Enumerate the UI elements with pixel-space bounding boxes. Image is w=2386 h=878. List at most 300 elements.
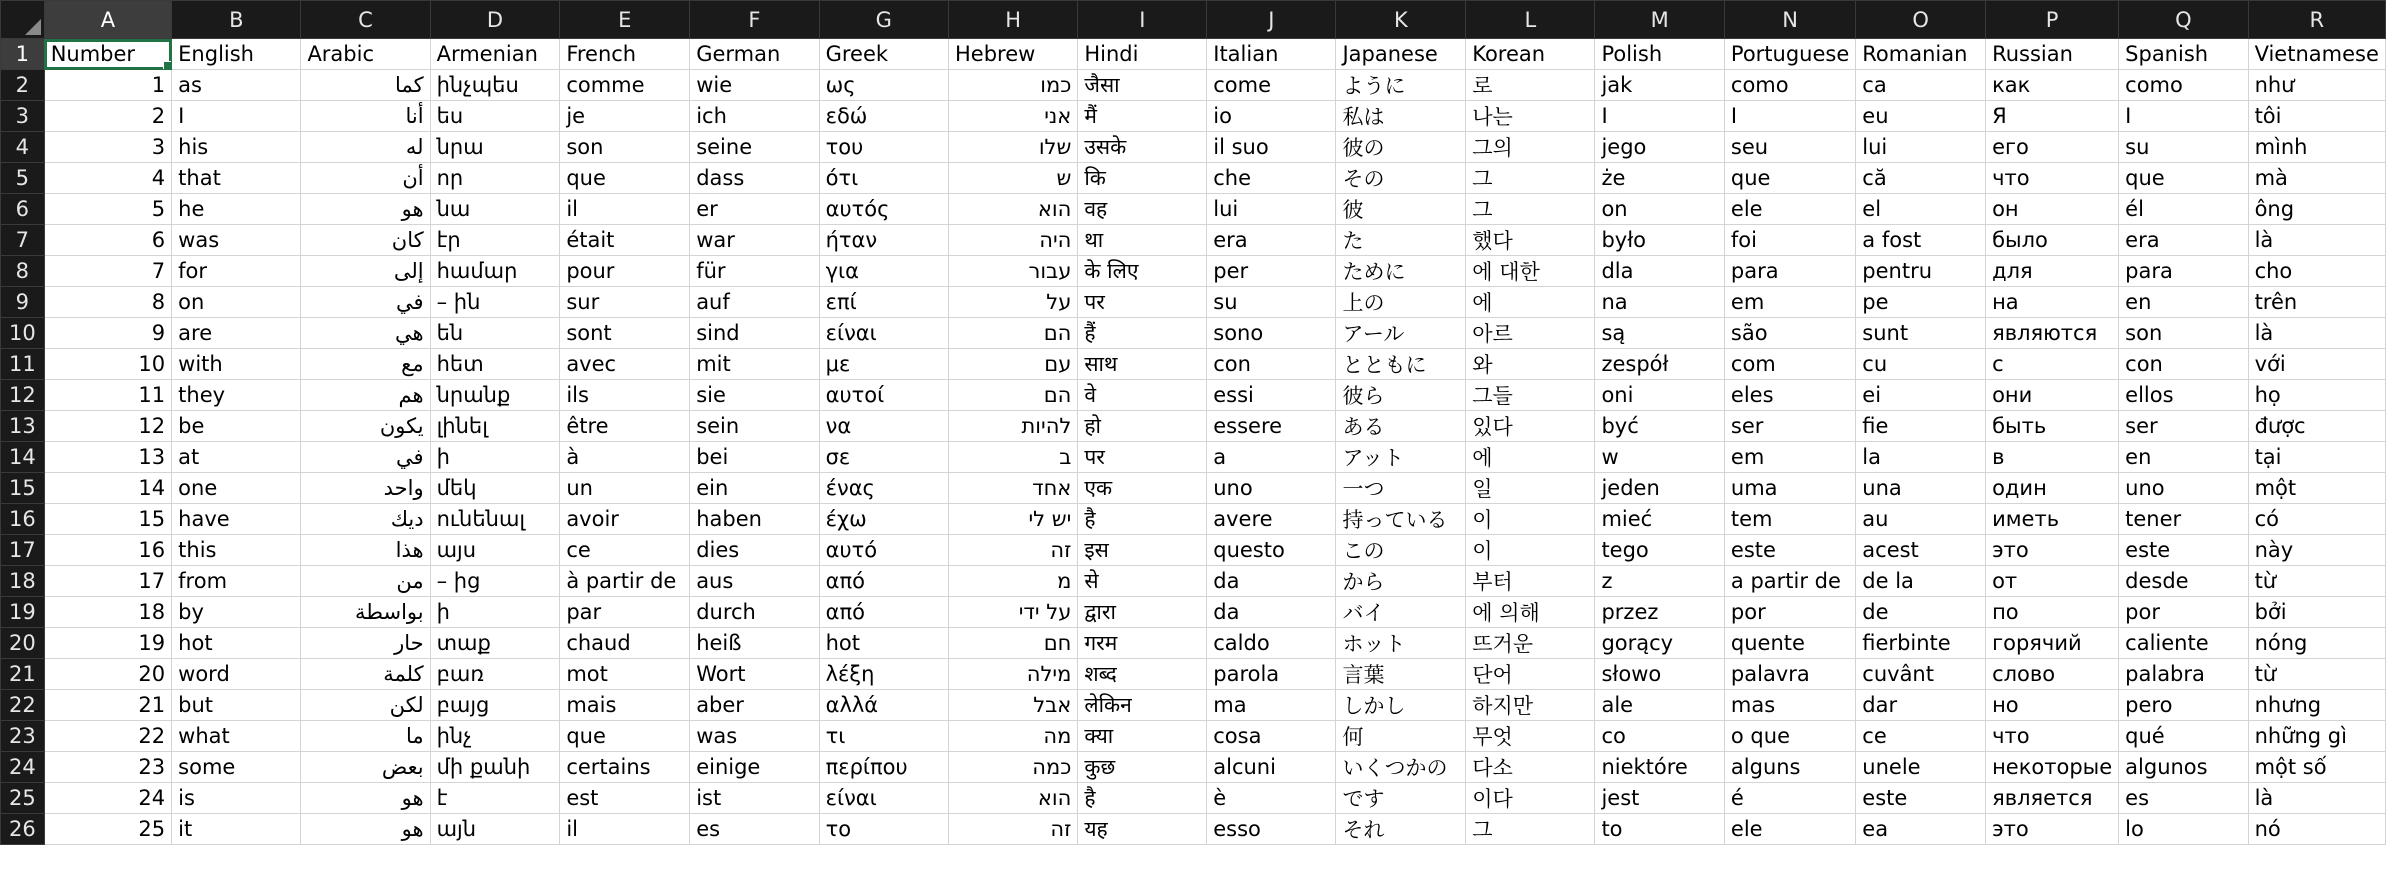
cell-r10[interactable]: là [2248,318,2385,349]
cell-m11[interactable]: zespół [1595,349,1724,380]
cell-j20[interactable]: caldo [1207,628,1336,659]
select-all-corner[interactable] [1,1,45,39]
cell-g3[interactable]: εδώ [819,101,948,132]
cell-f20[interactable]: heiß [690,628,819,659]
cell-e22[interactable]: mais [560,690,690,721]
cell-h17[interactable]: זה [949,535,1078,566]
column-header-i[interactable]: I [1078,1,1207,39]
cell-i14[interactable]: पर [1078,442,1207,473]
cell-q8[interactable]: para [2119,256,2248,287]
cell-d13[interactable]: լինել [430,411,560,442]
cell-a21[interactable]: 20 [44,659,171,690]
cell-i4[interactable]: उसके [1078,132,1207,163]
row-header-19[interactable]: 19 [1,597,45,628]
cell-g21[interactable]: λέξη [819,659,948,690]
cell-d11[interactable]: հետ [430,349,560,380]
cell-m20[interactable]: gorący [1595,628,1724,659]
cell-i8[interactable]: के लिए [1078,256,1207,287]
cell-i1[interactable]: Hindi [1078,39,1207,70]
cell-m19[interactable]: przez [1595,597,1724,628]
cell-c9[interactable]: في [301,287,430,318]
cell-m8[interactable]: dla [1595,256,1724,287]
cell-n12[interactable]: eles [1724,380,1855,411]
cell-b23[interactable]: what [172,721,301,752]
cell-p5[interactable]: что [1986,163,2119,194]
cell-r11[interactable]: với [2248,349,2385,380]
cell-b4[interactable]: his [172,132,301,163]
cell-o1[interactable]: Romanian [1856,39,1986,70]
cell-l8[interactable]: 에 대한 [1466,256,1595,287]
cell-r6[interactable]: ông [2248,194,2385,225]
cell-e9[interactable]: sur [560,287,690,318]
cell-b18[interactable]: from [172,566,301,597]
cell-l9[interactable]: 에 [1466,287,1595,318]
cell-q20[interactable]: caliente [2119,628,2248,659]
cell-e15[interactable]: un [560,473,690,504]
cell-q14[interactable]: en [2119,442,2248,473]
cell-b16[interactable]: have [172,504,301,535]
cell-k15[interactable]: 一つ [1336,473,1466,504]
cell-p1[interactable]: Russian [1986,39,2119,70]
cell-k11[interactable]: とともに [1336,349,1466,380]
column-header-p[interactable]: P [1986,1,2119,39]
cell-i15[interactable]: एक [1078,473,1207,504]
cell-b2[interactable]: as [172,70,301,101]
cell-n2[interactable]: como [1724,70,1855,101]
cell-c17[interactable]: هذا [301,535,430,566]
row-header-15[interactable]: 15 [1,473,45,504]
cell-k7[interactable]: た [1336,225,1466,256]
cell-o11[interactable]: cu [1856,349,1986,380]
cell-e10[interactable]: sont [560,318,690,349]
cell-h10[interactable]: הם [949,318,1078,349]
cell-r5[interactable]: mà [2248,163,2385,194]
cell-p2[interactable]: как [1986,70,2119,101]
cell-a23[interactable]: 22 [44,721,171,752]
cell-b8[interactable]: for [172,256,301,287]
cell-j10[interactable]: sono [1207,318,1336,349]
cell-j15[interactable]: uno [1207,473,1336,504]
cell-e14[interactable]: à [560,442,690,473]
cell-q12[interactable]: ellos [2119,380,2248,411]
row-header-21[interactable]: 21 [1,659,45,690]
cell-h15[interactable]: אחד [949,473,1078,504]
row-header-5[interactable]: 5 [1,163,45,194]
cell-m4[interactable]: jego [1595,132,1724,163]
cell-e6[interactable]: il [560,194,690,225]
cell-b25[interactable]: is [172,783,301,814]
cell-b17[interactable]: this [172,535,301,566]
cell-d2[interactable]: ինչպես [430,70,560,101]
cell-l15[interactable]: 일 [1466,473,1595,504]
cell-o10[interactable]: sunt [1856,318,1986,349]
cell-h6[interactable]: הוא [949,194,1078,225]
cell-g15[interactable]: ένας [819,473,948,504]
cell-c10[interactable]: هي [301,318,430,349]
cell-o25[interactable]: este [1856,783,1986,814]
cell-a25[interactable]: 24 [44,783,171,814]
cell-g5[interactable]: ότι [819,163,948,194]
cell-f16[interactable]: haben [690,504,819,535]
cell-r12[interactable]: họ [2248,380,2385,411]
cell-g8[interactable]: για [819,256,948,287]
cell-i19[interactable]: द्वारा [1078,597,1207,628]
column-header-h[interactable]: H [949,1,1078,39]
cell-k1[interactable]: Japanese [1336,39,1466,70]
cell-d9[interactable]: – ին [430,287,560,318]
cell-p9[interactable]: на [1986,287,2119,318]
cell-a5[interactable]: 4 [44,163,171,194]
cell-j17[interactable]: questo [1207,535,1336,566]
cell-m14[interactable]: w [1595,442,1724,473]
cell-b9[interactable]: on [172,287,301,318]
cell-r25[interactable]: là [2248,783,2385,814]
column-header-d[interactable]: D [430,1,560,39]
cell-e26[interactable]: il [560,814,690,845]
cell-m21[interactable]: słowo [1595,659,1724,690]
cell-o22[interactable]: dar [1856,690,1986,721]
cell-m3[interactable]: I [1595,101,1724,132]
cell-g23[interactable]: τι [819,721,948,752]
cell-o9[interactable]: pe [1856,287,1986,318]
cell-q19[interactable]: por [2119,597,2248,628]
cell-m12[interactable]: oni [1595,380,1724,411]
cell-f2[interactable]: wie [690,70,819,101]
cell-g12[interactable]: αυτοί [819,380,948,411]
cell-p15[interactable]: один [1986,473,2119,504]
cell-l23[interactable]: 무엇 [1466,721,1595,752]
cell-i17[interactable]: इस [1078,535,1207,566]
cell-q9[interactable]: en [2119,287,2248,318]
cell-n7[interactable]: foi [1724,225,1855,256]
row-header-24[interactable]: 24 [1,752,45,783]
cell-q24[interactable]: algunos [2119,752,2248,783]
cell-c2[interactable]: كما [301,70,430,101]
row-header-16[interactable]: 16 [1,504,45,535]
cell-i13[interactable]: हो [1078,411,1207,442]
cell-h9[interactable]: על [949,287,1078,318]
cell-b6[interactable]: he [172,194,301,225]
cell-e24[interactable]: certains [560,752,690,783]
cell-d7[interactable]: էր [430,225,560,256]
cell-j3[interactable]: io [1207,101,1336,132]
cell-m15[interactable]: jeden [1595,473,1724,504]
cell-j1[interactable]: Italian [1207,39,1336,70]
cell-l25[interactable]: 이다 [1466,783,1595,814]
cell-a15[interactable]: 14 [44,473,171,504]
cell-g11[interactable]: με [819,349,948,380]
cell-g24[interactable]: περίπου [819,752,948,783]
cell-p11[interactable]: с [1986,349,2119,380]
cell-j4[interactable]: il suo [1207,132,1336,163]
cell-g26[interactable]: το [819,814,948,845]
cell-j7[interactable]: era [1207,225,1336,256]
cell-e8[interactable]: pour [560,256,690,287]
cell-l20[interactable]: 뜨거운 [1466,628,1595,659]
cell-n13[interactable]: ser [1724,411,1855,442]
cell-i5[interactable]: कि [1078,163,1207,194]
cell-e3[interactable]: je [560,101,690,132]
cell-i9[interactable]: पर [1078,287,1207,318]
cell-j11[interactable]: con [1207,349,1336,380]
cell-e11[interactable]: avec [560,349,690,380]
cell-j18[interactable]: da [1207,566,1336,597]
cell-k8[interactable]: ために [1336,256,1466,287]
cell-q16[interactable]: tener [2119,504,2248,535]
cell-n9[interactable]: em [1724,287,1855,318]
cell-h26[interactable]: זה [949,814,1078,845]
cell-k14[interactable]: アット [1336,442,1466,473]
cell-g2[interactable]: ως [819,70,948,101]
cell-l26[interactable]: 그 [1466,814,1595,845]
cell-i18[interactable]: से [1078,566,1207,597]
row-header-2[interactable]: 2 [1,70,45,101]
cell-q13[interactable]: ser [2119,411,2248,442]
cell-a17[interactable]: 16 [44,535,171,566]
cell-f7[interactable]: war [690,225,819,256]
cell-c1[interactable]: Arabic [301,39,430,70]
cell-o19[interactable]: de [1856,597,1986,628]
cell-j25[interactable]: è [1207,783,1336,814]
cell-g9[interactable]: επί [819,287,948,318]
column-header-k[interactable]: K [1336,1,1466,39]
cell-f9[interactable]: auf [690,287,819,318]
cell-d8[interactable]: համար [430,256,560,287]
cell-e16[interactable]: avoir [560,504,690,535]
cell-c5[interactable]: أن [301,163,430,194]
cell-d23[interactable]: ինչ [430,721,560,752]
cell-n1[interactable]: Portuguese [1724,39,1855,70]
cell-d24[interactable]: մի քանի [430,752,560,783]
cell-n5[interactable]: que [1724,163,1855,194]
row-header-17[interactable]: 17 [1,535,45,566]
row-header-22[interactable]: 22 [1,690,45,721]
cell-b1[interactable]: English [172,39,301,70]
cell-j8[interactable]: per [1207,256,1336,287]
cell-j23[interactable]: cosa [1207,721,1336,752]
cell-i20[interactable]: गरम [1078,628,1207,659]
cell-h11[interactable]: עם [949,349,1078,380]
cell-a20[interactable]: 19 [44,628,171,659]
cell-i3[interactable]: मैं [1078,101,1207,132]
cell-n20[interactable]: quente [1724,628,1855,659]
cell-m6[interactable]: on [1595,194,1724,225]
cell-n17[interactable]: este [1724,535,1855,566]
cell-r4[interactable]: mình [2248,132,2385,163]
cell-a26[interactable]: 25 [44,814,171,845]
cell-k21[interactable]: 言葉 [1336,659,1466,690]
cell-g6[interactable]: αυτός [819,194,948,225]
cell-l12[interactable]: 그들 [1466,380,1595,411]
cell-a14[interactable]: 13 [44,442,171,473]
cell-e18[interactable]: à partir de [560,566,690,597]
cell-n6[interactable]: ele [1724,194,1855,225]
cell-a3[interactable]: 2 [44,101,171,132]
column-header-o[interactable]: O [1856,1,1986,39]
cell-r14[interactable]: tại [2248,442,2385,473]
cell-g25[interactable]: είναι [819,783,948,814]
cell-i2[interactable]: जैसा [1078,70,1207,101]
cell-f14[interactable]: bei [690,442,819,473]
cell-j22[interactable]: ma [1207,690,1336,721]
cell-l2[interactable]: 로 [1466,70,1595,101]
cell-j19[interactable]: da [1207,597,1336,628]
cell-c22[interactable]: لكن [301,690,430,721]
cell-c14[interactable]: في [301,442,430,473]
cell-b10[interactable]: are [172,318,301,349]
cell-h23[interactable]: מה [949,721,1078,752]
cell-p23[interactable]: что [1986,721,2119,752]
cell-c11[interactable]: مع [301,349,430,380]
cell-j13[interactable]: essere [1207,411,1336,442]
cell-k22[interactable]: しかし [1336,690,1466,721]
row-header-20[interactable]: 20 [1,628,45,659]
column-header-f[interactable]: F [690,1,819,39]
cell-j12[interactable]: essi [1207,380,1336,411]
cell-q15[interactable]: uno [2119,473,2248,504]
cell-d26[interactable]: այն [430,814,560,845]
cell-c4[interactable]: له [301,132,430,163]
cell-r21[interactable]: từ [2248,659,2385,690]
cell-d18[interactable]: – ից [430,566,560,597]
cell-h1[interactable]: Hebrew [949,39,1078,70]
row-header-14[interactable]: 14 [1,442,45,473]
cell-r26[interactable]: nó [2248,814,2385,845]
cell-f23[interactable]: was [690,721,819,752]
cell-g17[interactable]: αυτό [819,535,948,566]
cell-p14[interactable]: в [1986,442,2119,473]
cell-p18[interactable]: от [1986,566,2119,597]
cell-a18[interactable]: 17 [44,566,171,597]
cell-a13[interactable]: 12 [44,411,171,442]
cell-m17[interactable]: tego [1595,535,1724,566]
cell-n24[interactable]: alguns [1724,752,1855,783]
cell-p12[interactable]: они [1986,380,2119,411]
cell-l5[interactable]: 그 [1466,163,1595,194]
cell-o26[interactable]: ea [1856,814,1986,845]
column-header-b[interactable]: B [172,1,301,39]
cell-h16[interactable]: יש לי [949,504,1078,535]
cell-l6[interactable]: 그 [1466,194,1595,225]
cell-l18[interactable]: 부터 [1466,566,1595,597]
cell-q1[interactable]: Spanish [2119,39,2248,70]
cell-q26[interactable]: lo [2119,814,2248,845]
cell-j9[interactable]: su [1207,287,1336,318]
cell-a24[interactable]: 23 [44,752,171,783]
cell-f11[interactable]: mit [690,349,819,380]
column-header-e[interactable]: E [560,1,690,39]
cell-d10[interactable]: են [430,318,560,349]
cell-b15[interactable]: one [172,473,301,504]
cell-a16[interactable]: 15 [44,504,171,535]
cell-o16[interactable]: au [1856,504,1986,535]
cell-m13[interactable]: być [1595,411,1724,442]
cell-f3[interactable]: ich [690,101,819,132]
row-header-7[interactable]: 7 [1,225,45,256]
cell-h24[interactable]: כמה [949,752,1078,783]
cell-g22[interactable]: αλλά [819,690,948,721]
column-header-q[interactable]: Q [2119,1,2248,39]
cell-f13[interactable]: sein [690,411,819,442]
column-header-c[interactable]: C [301,1,430,39]
cell-l14[interactable]: 에 [1466,442,1595,473]
cell-e1[interactable]: French [560,39,690,70]
cell-j5[interactable]: che [1207,163,1336,194]
cell-n11[interactable]: com [1724,349,1855,380]
cell-a1[interactable]: Number [44,39,171,70]
cell-p20[interactable]: горячий [1986,628,2119,659]
column-header-j[interactable]: J [1207,1,1336,39]
cell-e4[interactable]: son [560,132,690,163]
cell-k24[interactable]: いくつかの [1336,752,1466,783]
column-header-g[interactable]: G [819,1,948,39]
cell-c19[interactable]: بواسطة [301,597,430,628]
cell-p21[interactable]: слово [1986,659,2119,690]
cell-c6[interactable]: هو [301,194,430,225]
cell-f15[interactable]: ein [690,473,819,504]
cell-i24[interactable]: कुछ [1078,752,1207,783]
cell-p8[interactable]: для [1986,256,2119,287]
cell-c16[interactable]: ديك [301,504,430,535]
cell-i7[interactable]: था [1078,225,1207,256]
cell-b11[interactable]: with [172,349,301,380]
cell-h2[interactable]: כמו [949,70,1078,101]
cell-n25[interactable]: é [1724,783,1855,814]
cell-b24[interactable]: some [172,752,301,783]
cell-g4[interactable]: του [819,132,948,163]
cell-o13[interactable]: fie [1856,411,1986,442]
cell-g10[interactable]: είναι [819,318,948,349]
cell-f4[interactable]: seine [690,132,819,163]
cell-h3[interactable]: אני [949,101,1078,132]
cell-f10[interactable]: sind [690,318,819,349]
cell-o20[interactable]: fierbinte [1856,628,1986,659]
cell-n14[interactable]: em [1724,442,1855,473]
cell-n4[interactable]: seu [1724,132,1855,163]
cell-p16[interactable]: иметь [1986,504,2119,535]
cell-g7[interactable]: ήταν [819,225,948,256]
cell-h13[interactable]: להיות [949,411,1078,442]
cell-h5[interactable]: ש [949,163,1078,194]
cell-i6[interactable]: वह [1078,194,1207,225]
cell-k13[interactable]: ある [1336,411,1466,442]
cell-b5[interactable]: that [172,163,301,194]
cell-k5[interactable]: その [1336,163,1466,194]
cell-r3[interactable]: tôi [2248,101,2385,132]
cell-e23[interactable]: que [560,721,690,752]
cell-p13[interactable]: быть [1986,411,2119,442]
cell-i21[interactable]: शब्द [1078,659,1207,690]
cell-n26[interactable]: ele [1724,814,1855,845]
cell-n3[interactable]: I [1724,101,1855,132]
cell-o6[interactable]: el [1856,194,1986,225]
cell-l13[interactable]: 있다 [1466,411,1595,442]
cell-l7[interactable]: 했다 [1466,225,1595,256]
cell-e17[interactable]: ce [560,535,690,566]
cell-e7[interactable]: était [560,225,690,256]
cell-g19[interactable]: από [819,597,948,628]
cell-i16[interactable]: है [1078,504,1207,535]
cell-c18[interactable]: من [301,566,430,597]
cell-d21[interactable]: բառ [430,659,560,690]
cell-r19[interactable]: bởi [2248,597,2385,628]
cell-k4[interactable]: 彼の [1336,132,1466,163]
cell-h19[interactable]: על ידי [949,597,1078,628]
cell-k19[interactable]: バイ [1336,597,1466,628]
cell-l21[interactable]: 단어 [1466,659,1595,690]
cell-b7[interactable]: was [172,225,301,256]
cell-f22[interactable]: aber [690,690,819,721]
